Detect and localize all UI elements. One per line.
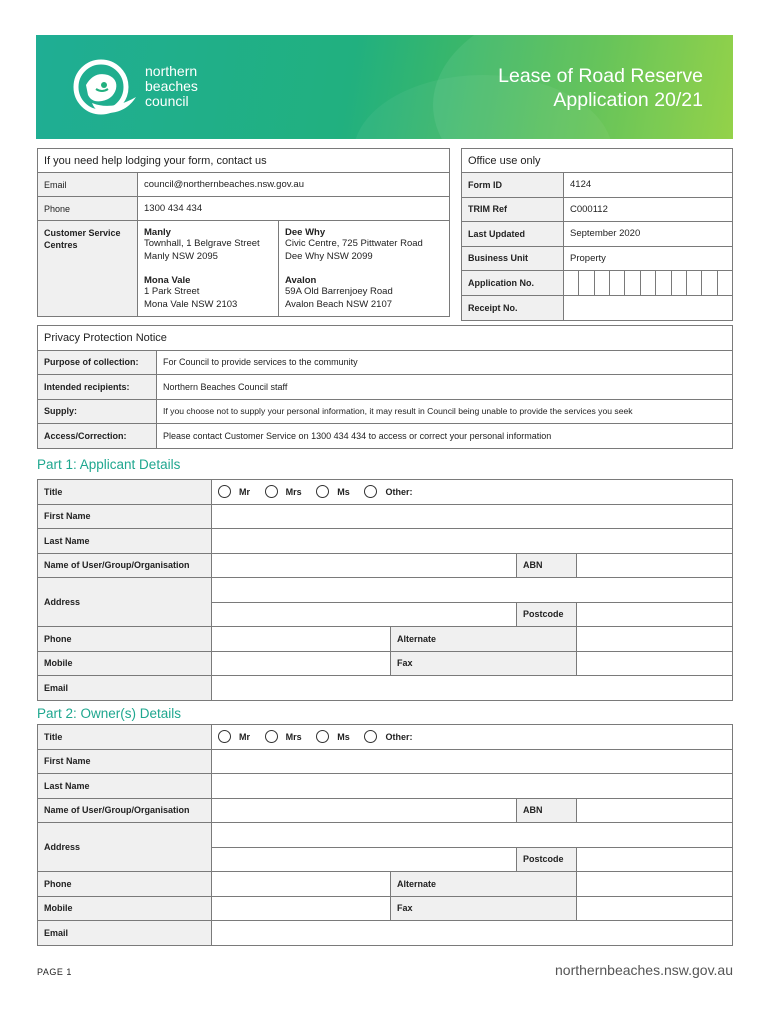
- trim-ref-label: TRIM Ref: [462, 197, 564, 222]
- phone-input[interactable]: [212, 872, 391, 897]
- phone-input[interactable]: [212, 627, 391, 652]
- centre-line: Manly NSW 2095: [144, 250, 218, 262]
- last-updated-label: Last Updated: [462, 222, 564, 247]
- centre-column: [279, 221, 450, 317]
- org-name-line: council: [145, 93, 189, 109]
- privacy-header: Privacy Protection Notice: [38, 326, 733, 351]
- header-banner: [36, 35, 733, 139]
- abn-input[interactable]: [577, 553, 733, 578]
- title-label: Title: [38, 725, 212, 750]
- purpose-value: For Council to provide services to the community: [157, 350, 733, 375]
- digit-boxes: [564, 271, 732, 295]
- office-header: Office use only: [462, 149, 733, 173]
- form-title-line: Lease of Road Reserve: [498, 65, 703, 87]
- radio-other[interactable]: [364, 730, 377, 743]
- mobile-label: Mobile: [38, 896, 212, 921]
- mobile-label: Mobile: [38, 651, 212, 676]
- radio-mr[interactable]: [218, 730, 231, 743]
- option-label: Other:: [385, 486, 413, 497]
- fax-input[interactable]: [577, 651, 733, 676]
- centre-line: Avalon Beach NSW 2107: [285, 298, 393, 310]
- last-name-input[interactable]: [212, 774, 733, 799]
- first-name-label: First Name: [38, 749, 212, 774]
- recipients-value: Northern Beaches Council staff: [157, 375, 733, 400]
- last-name-input[interactable]: [212, 529, 733, 554]
- centre-line: Townhall, 1 Belgrave Street: [144, 238, 260, 249]
- centre-line: Mona Vale NSW 2103: [144, 298, 238, 310]
- option-label: Other:: [385, 731, 413, 742]
- mobile-input[interactable]: [212, 651, 391, 676]
- receipt-no-input[interactable]: [564, 296, 733, 321]
- contact-header: If you need help lodging your form, contact us: [38, 149, 450, 173]
- mobile-input[interactable]: [212, 896, 391, 921]
- first-name-input[interactable]: [212, 749, 733, 774]
- option-label: Mrs: [285, 486, 302, 497]
- radio-ms[interactable]: [316, 485, 329, 498]
- radio-other[interactable]: [364, 485, 377, 498]
- application-no-label: Application No.: [462, 271, 564, 296]
- form-id-label: Form ID: [462, 173, 564, 198]
- org-name-line: northern: [145, 63, 198, 79]
- centre-line: Dee Why NSW 2099: [285, 250, 373, 262]
- org-input[interactable]: [212, 553, 517, 578]
- postcode-input[interactable]: [577, 602, 733, 627]
- title-options: [212, 725, 733, 750]
- abn-label: ABN: [517, 553, 577, 578]
- phone-label: Phone: [38, 627, 212, 652]
- phone-label: Phone: [38, 872, 212, 897]
- email-label: Email: [38, 921, 212, 946]
- centre-name: Manly: [144, 227, 171, 238]
- radio-mrs[interactable]: [265, 730, 278, 743]
- applicant-table: [37, 479, 733, 701]
- radio-mr[interactable]: [218, 485, 231, 498]
- option-label: Mrs: [285, 731, 302, 742]
- org-name: [145, 64, 198, 109]
- first-name-input[interactable]: [212, 504, 733, 529]
- receipt-no-label: Receipt No.: [462, 296, 564, 321]
- address-input-line1[interactable]: [212, 823, 733, 848]
- email-input[interactable]: [212, 676, 733, 701]
- abn-input[interactable]: [577, 798, 733, 823]
- website-link[interactable]: northernbeaches.nsw.gov.au: [555, 962, 733, 978]
- business-unit-value: Property: [564, 246, 733, 271]
- email-label: Email: [38, 676, 212, 701]
- address-input-line2[interactable]: [212, 847, 517, 872]
- last-name-label: Last Name: [38, 529, 212, 554]
- contact-table: [37, 148, 450, 317]
- postcode-input[interactable]: [577, 847, 733, 872]
- org-name-line: beaches: [145, 78, 198, 94]
- fax-label: Fax: [391, 896, 577, 921]
- email-input[interactable]: [212, 921, 733, 946]
- privacy-table: [37, 325, 733, 449]
- page-number: PAGE 1: [37, 967, 72, 977]
- centre-column: [138, 221, 279, 317]
- owner-table: [37, 724, 733, 946]
- option-label: Ms: [337, 731, 350, 742]
- seahorse-logo-icon: [68, 55, 140, 121]
- fax-label: Fax: [391, 651, 577, 676]
- supply-value: If you choose not to supply your personal information, it may result in Council being unable to provide the services you seek: [157, 399, 733, 424]
- postcode-label: Postcode: [517, 602, 577, 627]
- option-label: Mr: [239, 486, 250, 497]
- last-updated-value: September 2020: [564, 222, 733, 247]
- centre-name: Avalon: [285, 275, 317, 286]
- phone-label: Phone: [38, 197, 138, 221]
- centre-line: Civic Centre, 725 Pittwater Road: [285, 238, 423, 249]
- trim-ref-value: C000112: [564, 197, 733, 222]
- access-value: Please contact Customer Service on 1300 434 434 to access or correct your personal information: [157, 424, 733, 449]
- part2-title: Part 2: Owner(s) Details: [37, 706, 182, 721]
- part1-title: Part 1: Applicant Details: [37, 457, 181, 472]
- form-title-line: Application 20/21: [553, 89, 703, 111]
- alternate-label: Alternate: [391, 872, 577, 897]
- address-input-line1[interactable]: [212, 578, 733, 603]
- business-unit-label: Business Unit: [462, 246, 564, 271]
- org-input[interactable]: [212, 798, 517, 823]
- address-label: Address: [38, 578, 212, 627]
- org-label: Name of User/Group/Organisation: [38, 798, 212, 823]
- form-id-value: 4124: [564, 173, 733, 198]
- centre-name: Dee Why: [285, 227, 326, 238]
- recipients-label: Intended recipients:: [38, 375, 157, 400]
- option-label: Ms: [337, 486, 350, 497]
- radio-mrs[interactable]: [265, 485, 278, 498]
- abn-label: ABN: [517, 798, 577, 823]
- centres-label: Customer Service Centres: [38, 221, 138, 317]
- option-label: Mr: [239, 731, 250, 742]
- alternate-input[interactable]: [577, 872, 733, 897]
- office-use-table: [461, 148, 733, 321]
- centre-line: 1 Park Street: [144, 286, 200, 297]
- access-label: Access/Correction:: [38, 424, 157, 449]
- radio-ms[interactable]: [316, 730, 329, 743]
- centre-line: 59A Old Barrenjoey Road: [285, 286, 393, 297]
- first-name-label: First Name: [38, 504, 212, 529]
- title-options: [212, 480, 733, 505]
- last-name-label: Last Name: [38, 774, 212, 799]
- alternate-label: Alternate: [391, 627, 577, 652]
- purpose-label: Purpose of collection:: [38, 350, 157, 375]
- postcode-label: Postcode: [517, 847, 577, 872]
- address-input-line2[interactable]: [212, 602, 517, 627]
- fax-input[interactable]: [577, 896, 733, 921]
- centre-name: Mona Vale: [144, 275, 191, 286]
- address-label: Address: [38, 823, 212, 872]
- form-title: [498, 64, 703, 112]
- email-label: Email: [38, 173, 138, 197]
- phone-value: 1300 434 434: [138, 197, 450, 221]
- title-label: Title: [38, 480, 212, 505]
- supply-label: Supply:: [38, 399, 157, 424]
- application-no-input[interactable]: [564, 271, 733, 296]
- alternate-input[interactable]: [577, 627, 733, 652]
- org-label: Name of User/Group/Organisation: [38, 553, 212, 578]
- email-value[interactable]: council@northernbeaches.nsw.gov.au: [138, 173, 450, 197]
